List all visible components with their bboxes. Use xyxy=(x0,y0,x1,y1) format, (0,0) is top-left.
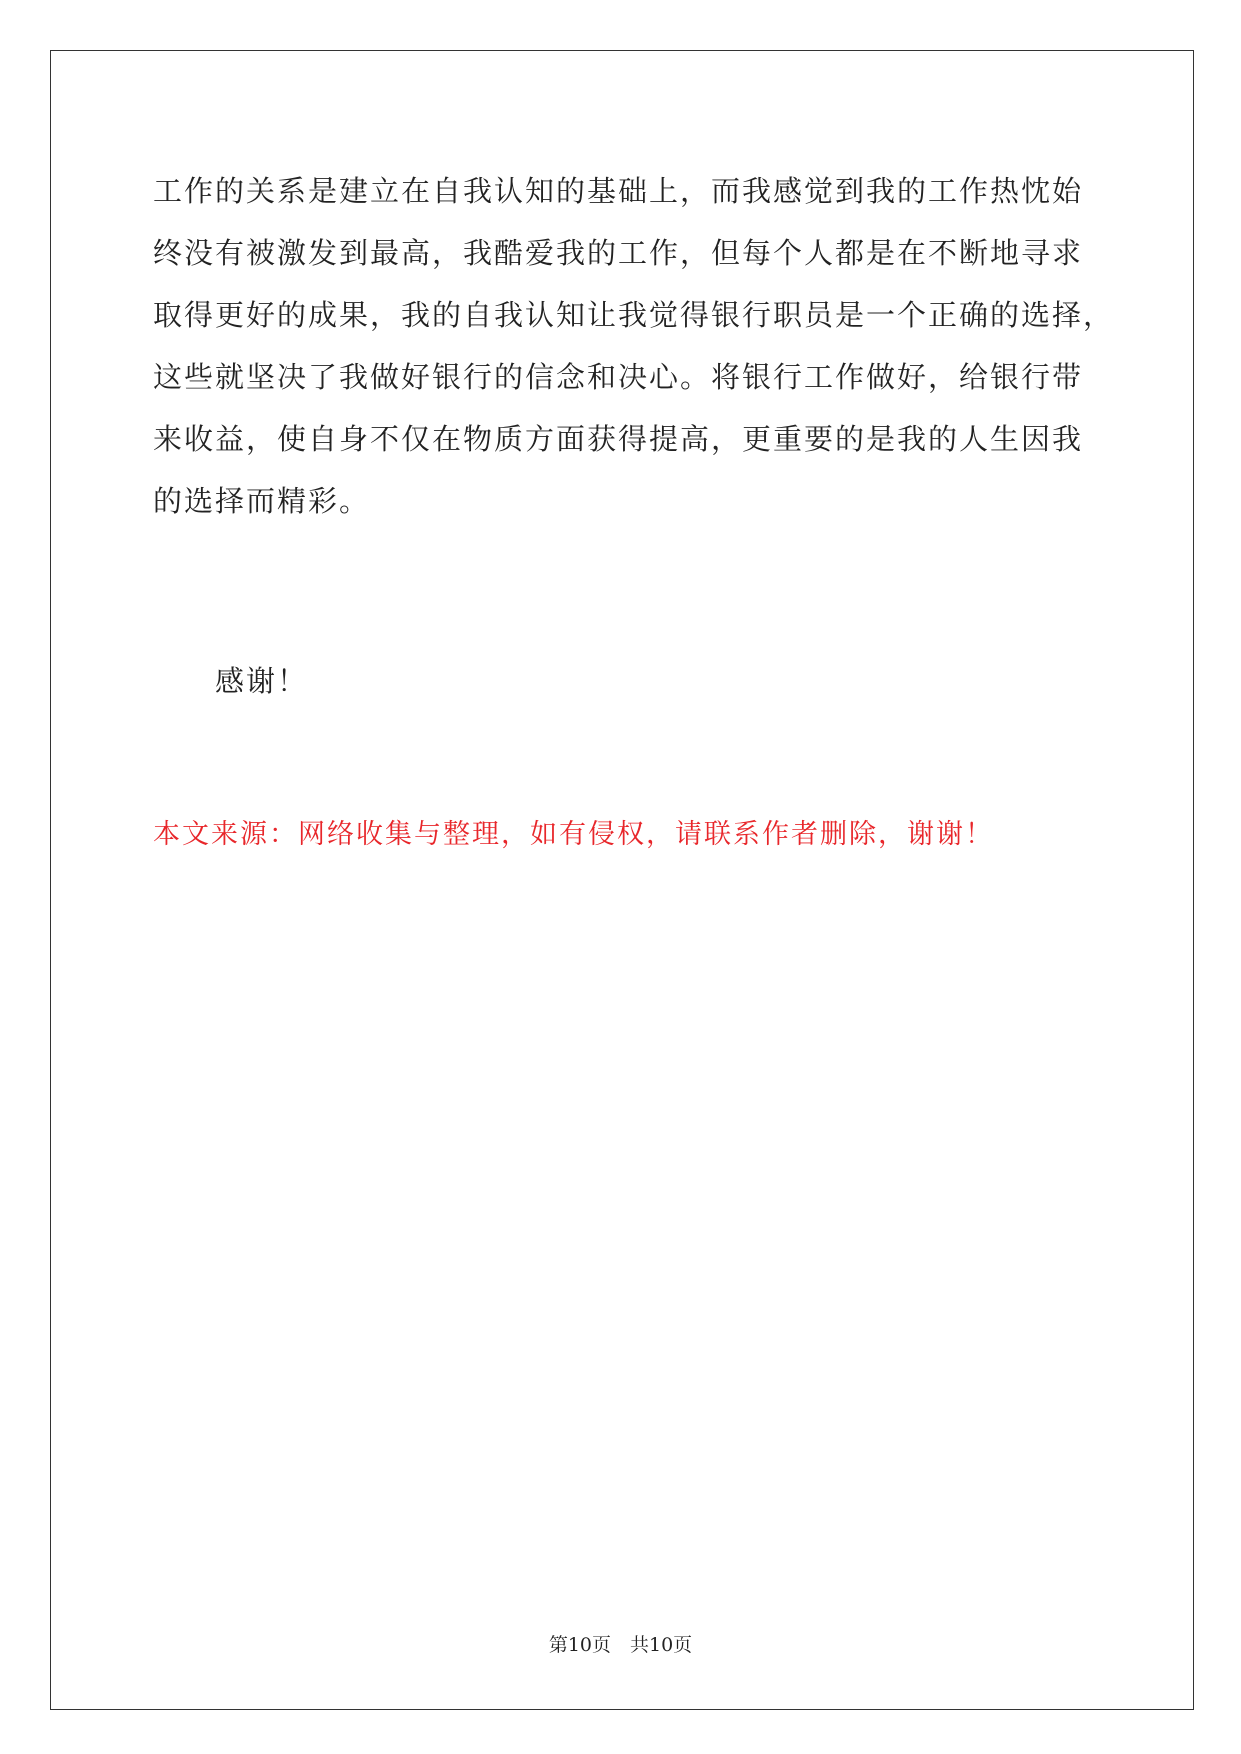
paragraph-line: 工作的关系是建立在自我认知的基础上，而我感觉到我的工作热忱始 xyxy=(153,174,1084,208)
source-note: 本文来源：网络收集与整理，如有侵权，请联系作者删除，谢谢！ xyxy=(153,819,994,850)
paragraph-line: 终没有被激发到最高，我酷爱我的工作，但每个人都是在不断地寻求 xyxy=(153,236,1084,270)
paragraph-line: 的选择而精彩。 xyxy=(153,484,371,518)
body-paragraph xyxy=(153,160,1113,532)
paragraph-line: 取得更好的成果，我的自我认知让我觉得银行职员是一个正确的选择， xyxy=(153,298,1115,332)
paragraph-line: 来收益，使自身不仅在物质方面获得提高，更重要的是我的人生因我 xyxy=(153,422,1084,456)
closing-text: 感谢！ xyxy=(215,664,309,698)
paragraph-line: 这些就坚决了我做好银行的信念和决心。将银行工作做好，给银行带 xyxy=(153,360,1084,394)
page-footer: 第10页 共10页 xyxy=(548,1634,693,1656)
